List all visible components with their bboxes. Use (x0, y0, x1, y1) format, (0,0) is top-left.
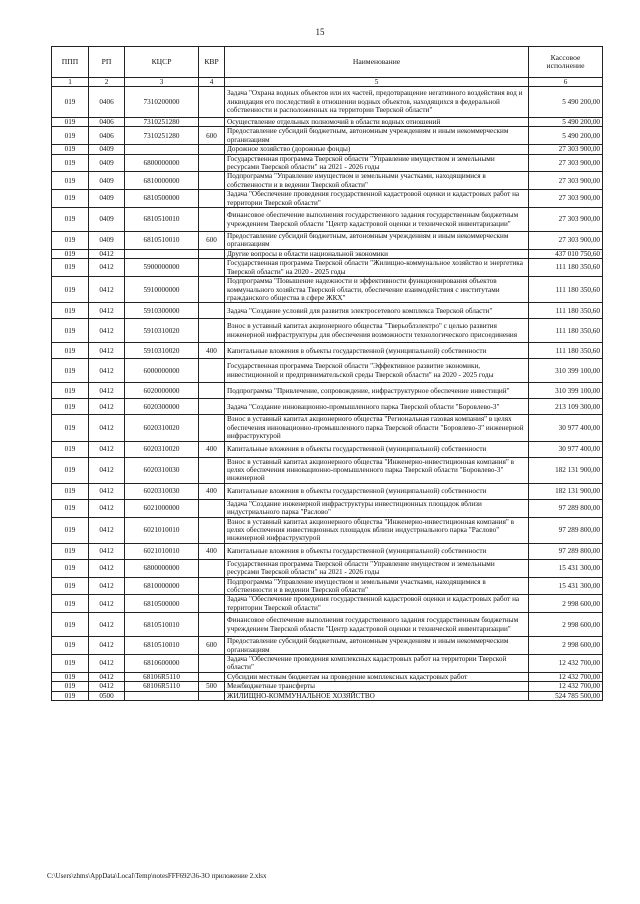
cell-rp: 0412 (89, 319, 125, 343)
cell-amount: 310 399 100,00 (529, 383, 603, 399)
cell-ppp: 019 (52, 441, 89, 457)
page-number: 15 (315, 27, 325, 37)
cell-rp: 0412 (89, 577, 125, 595)
column-number: 1 (52, 78, 89, 87)
cell-name: Финансовое обеспечение выполнения государственного задания государственным бюджетным учреждением Тверской области "Центр кадастровой оценки и технической инвентаризации" (225, 208, 529, 232)
cell-kcsr: 5910310020 (125, 319, 199, 343)
cell-ppp: 019 (52, 691, 89, 700)
cell-kvr (199, 457, 225, 483)
table-row (52, 343, 603, 359)
cell-kcsr: 6000000000 (125, 359, 199, 383)
cell-kcsr: 5910310020 (125, 343, 199, 359)
cell-kvr (199, 208, 225, 232)
cell-name: Дорожное хозяйство (дорожные фонды) (225, 145, 529, 154)
cell-ppp: 019 (52, 415, 89, 441)
cell-rp: 0412 (89, 457, 125, 483)
cell-amount: 30 977 400,00 (529, 441, 603, 457)
cell-amount: 27 303 900,00 (529, 172, 603, 190)
cell-name: ЖИЛИЩНО-КОММУНАЛЬНОЕ ХОЗЯЙСТВО (225, 691, 529, 700)
cell-ppp: 019 (52, 232, 89, 250)
cell-name: Государственная программа Тверской области "Эффективное развитие экономики, инвестиционной и предпринимательской среды Тверской области" на 2020 - 2025 годы (225, 359, 529, 383)
cell-kvr (199, 559, 225, 577)
cell-ppp: 019 (52, 577, 89, 595)
cell-ppp: 019 (52, 343, 89, 359)
cell-kvr (199, 87, 225, 118)
table-row (52, 595, 603, 613)
cell-ppp: 019 (52, 655, 89, 673)
cell-kvr (199, 145, 225, 154)
cell-amount: 15 431 300,00 (529, 577, 603, 595)
cell-kcsr: 6800000000 (125, 559, 199, 577)
cell-kcsr: 68106R5110 (125, 672, 199, 681)
cell-ppp: 019 (52, 543, 89, 559)
cell-ppp: 019 (52, 383, 89, 399)
cell-amount: 27 303 900,00 (529, 232, 603, 250)
cell-amount: 182 131 900,00 (529, 483, 603, 499)
cell-name: Государственная программа Тверской области "Управление имуществом и земельными ресурсами Тверской области" на 2021 - 2026 годы (225, 559, 529, 577)
cell-ppp: 019 (52, 483, 89, 499)
cell-rp: 0412 (89, 637, 125, 655)
cell-name: Задача "Создание условий для развития электросетевого комплекса Тверской области" (225, 303, 529, 319)
cell-ppp: 019 (52, 499, 89, 517)
cell-amount: 27 303 900,00 (529, 154, 603, 172)
table-row (52, 118, 603, 127)
cell-name: Государственная программа Тверской области "Управление имуществом и земельными ресурсами Тверской области" на 2021 - 2026 годы (225, 154, 529, 172)
table-row (52, 415, 603, 441)
cell-ppp: 019 (52, 154, 89, 172)
cell-amount: 2 998 600,00 (529, 595, 603, 613)
cell-kvr (199, 595, 225, 613)
cell-kvr (199, 359, 225, 383)
cell-rp: 0412 (89, 259, 125, 277)
cell-name: Подпрограмма "Управление имуществом и земельными участками, находящимися в собственности и в ведении Тверской области" (225, 577, 529, 595)
cell-ppp: 019 (52, 559, 89, 577)
cell-amount: 97 289 800,00 (529, 499, 603, 517)
table-row (52, 457, 603, 483)
table-row (52, 441, 603, 457)
cell-kvr: 600 (199, 637, 225, 655)
cell-name: Капитальные вложения в объекты государственной (муниципальной) собственности (225, 483, 529, 499)
table-row (52, 559, 603, 577)
table-row (52, 399, 603, 415)
table-row (52, 145, 603, 154)
cell-name: Взнос в уставный капитал акционерного общества "Тверьоблэлектро" с целью развития инженерной инфраструктуры для обеспечения возможности технологического присоединения (225, 319, 529, 343)
cell-rp: 0412 (89, 682, 125, 691)
cell-kcsr: 5910300000 (125, 303, 199, 319)
header-row (52, 47, 603, 78)
cell-kvr: 500 (199, 682, 225, 691)
cell-rp: 0406 (89, 118, 125, 127)
column-number: 5 (225, 78, 529, 87)
cell-kvr: 400 (199, 343, 225, 359)
cell-rp: 0409 (89, 190, 125, 208)
cell-rp: 0412 (89, 672, 125, 681)
cell-ppp: 019 (52, 208, 89, 232)
cell-kcsr: 6810000000 (125, 172, 199, 190)
cell-kvr (199, 691, 225, 700)
cell-kvr (199, 517, 225, 543)
cell-amount: 15 431 300,00 (529, 559, 603, 577)
cell-amount: 182 131 900,00 (529, 457, 603, 483)
cell-kvr (199, 172, 225, 190)
cell-kvr (199, 415, 225, 441)
cell-kvr: 400 (199, 543, 225, 559)
cell-name: Взнос в уставный капитал акционерного общества "Региональная газовая компания" в целях обеспечения инновационно-промышленного парка Тверской области "Боровлево-3" инженерной инфраструктурой (225, 415, 529, 441)
cell-amount: 97 289 800,00 (529, 543, 603, 559)
cell-ppp: 019 (52, 172, 89, 190)
column-number: 2 (89, 78, 125, 87)
column-number-row (52, 78, 603, 87)
cell-ppp: 019 (52, 190, 89, 208)
cell-rp: 0412 (89, 483, 125, 499)
cell-amount: 27 303 900,00 (529, 190, 603, 208)
cell-ppp: 019 (52, 672, 89, 681)
cell-rp: 0409 (89, 145, 125, 154)
cell-kvr (199, 259, 225, 277)
table-row (52, 682, 603, 691)
cell-amount: 2 998 600,00 (529, 637, 603, 655)
cell-kvr: 400 (199, 483, 225, 499)
cell-kvr (199, 249, 225, 258)
cell-name: Задача "Создание инженерной инфраструктуры инвестиционных площадок вблизи индустриального парка "Раслово" (225, 499, 529, 517)
cell-name: Предоставление субсидий бюджетным, автономным учреждениям и иным некоммерческим организациям (225, 637, 529, 655)
cell-kcsr: 6021010010 (125, 517, 199, 543)
cell-rp: 0500 (89, 691, 125, 700)
cell-name: Задача "Обеспечение проведения государственной кадастровой оценки и кадастровых работ на территории Тверской области" (225, 595, 529, 613)
cell-rp: 0412 (89, 655, 125, 673)
cell-rp: 0412 (89, 441, 125, 457)
cell-kcsr: 6021000000 (125, 499, 199, 517)
table-row (52, 691, 603, 700)
cell-amount: 30 977 400,00 (529, 415, 603, 441)
cell-ppp: 019 (52, 249, 89, 258)
cell-rp: 0412 (89, 359, 125, 383)
cell-kvr (199, 303, 225, 319)
cell-rp: 0412 (89, 399, 125, 415)
cell-name: Финансовое обеспечение выполнения государственного задания государственным бюджетным учреждением Тверской области "Центр кадастровой оценки и технической инвентаризации" (225, 613, 529, 637)
cell-rp: 0409 (89, 154, 125, 172)
table-row (52, 127, 603, 145)
cell-ppp: 019 (52, 359, 89, 383)
cell-name: Взнос в уставный капитал акционерного общества "Инженерно-инвестиционная компания" в целях обеспечения инновационно-промышленного парка Тверской области "Боровлево-3" инженерной (225, 457, 529, 483)
cell-kcsr: 6020310020 (125, 415, 199, 441)
column-number: 6 (529, 78, 603, 87)
cell-name: Предоставление субсидий бюджетным, автономным учреждениям и иным некоммерческим организациям (225, 127, 529, 145)
cell-ppp: 019 (52, 517, 89, 543)
cell-kcsr: 5900000000 (125, 259, 199, 277)
cell-kcsr: 6020000000 (125, 383, 199, 399)
table-row (52, 672, 603, 681)
table-row (52, 259, 603, 277)
table-row (52, 655, 603, 673)
cell-amount: 2 998 600,00 (529, 613, 603, 637)
cell-rp: 0409 (89, 172, 125, 190)
cell-kcsr: 6810000000 (125, 577, 199, 595)
cell-amount: 27 303 900,00 (529, 208, 603, 232)
cell-kcsr: 6800000000 (125, 154, 199, 172)
cell-name: Субсидии местным бюджетам на проведение комплексных кадастровых работ (225, 672, 529, 681)
cell-kcsr: 7310251280 (125, 118, 199, 127)
cell-ppp: 019 (52, 595, 89, 613)
table-row (52, 543, 603, 559)
cell-name: Подпрограмма "Привлечение, сопровождение, инфраструктурное обеспечение инвестиций" (225, 383, 529, 399)
header-amount: Кассовое исполнение (529, 47, 603, 78)
cell-amount: 12 432 700,00 (529, 682, 603, 691)
table-row (52, 613, 603, 637)
cell-name: Межбюджетные трансферты (225, 682, 529, 691)
cell-kvr (199, 383, 225, 399)
table-row (52, 303, 603, 319)
cell-name: Задача "Охрана водных объектов или их частей, предотвращение негативного воздействия вод и ликвидация его последствий в отношении водных объектов, находящихся в федеральной собственности и расположенных на территории Тверской области" (225, 87, 529, 118)
cell-amount: 213 109 300,00 (529, 399, 603, 415)
table-row (52, 277, 603, 303)
footer-file-path: C:\Users\zhms\AppData\Local\Temp\notesFFF692\36-ЗО приложение 2.xlsx (47, 872, 267, 880)
cell-kvr (199, 613, 225, 637)
header-kcsr: КЦСР (125, 47, 199, 78)
cell-ppp: 019 (52, 457, 89, 483)
table-row (52, 190, 603, 208)
cell-amount: 111 180 350,60 (529, 319, 603, 343)
cell-kvr (199, 655, 225, 673)
table-row (52, 87, 603, 118)
table-row (52, 154, 603, 172)
cell-kvr (199, 319, 225, 343)
cell-ppp: 019 (52, 303, 89, 319)
cell-ppp: 019 (52, 118, 89, 127)
cell-kcsr: 6020310020 (125, 441, 199, 457)
cell-ppp: 019 (52, 637, 89, 655)
cell-rp: 0412 (89, 343, 125, 359)
cell-ppp: 019 (52, 399, 89, 415)
cell-rp: 0409 (89, 208, 125, 232)
cell-kvr (199, 190, 225, 208)
cell-amount: 12 432 700,00 (529, 672, 603, 681)
cell-name: Осуществление отдельных полномочий в области водных отношений (225, 118, 529, 127)
cell-rp: 0412 (89, 499, 125, 517)
cell-ppp: 019 (52, 682, 89, 691)
cell-amount: 310 399 100,00 (529, 359, 603, 383)
table-row (52, 577, 603, 595)
cell-rp: 0406 (89, 87, 125, 118)
cell-kvr (199, 277, 225, 303)
header-name: Наименование (225, 47, 529, 78)
cell-rp: 0412 (89, 383, 125, 399)
cell-rp: 0412 (89, 303, 125, 319)
cell-kcsr: 6810510010 (125, 232, 199, 250)
cell-kcsr: 6810500000 (125, 190, 199, 208)
cell-name: Предоставление субсидий бюджетным, автономным учреждениям и иным некоммерческим организациям (225, 232, 529, 250)
cell-kcsr: 6810510010 (125, 637, 199, 655)
cell-amount: 5 490 200,00 (529, 118, 603, 127)
cell-amount: 111 180 350,60 (529, 259, 603, 277)
column-number: 3 (125, 78, 199, 87)
cell-ppp: 019 (52, 87, 89, 118)
cell-rp: 0406 (89, 127, 125, 145)
cell-kcsr (125, 691, 199, 700)
cell-kvr (199, 118, 225, 127)
cell-name: Задача "Обеспечение проведения комплексных кадастровых работ на территории Тверской области" (225, 655, 529, 673)
table-row (52, 232, 603, 250)
cell-rp: 0412 (89, 613, 125, 637)
cell-amount: 111 180 350,60 (529, 343, 603, 359)
column-number: 4 (199, 78, 225, 87)
cell-kcsr: 6810510010 (125, 208, 199, 232)
cell-name: Другие вопросы в области национальной экономики (225, 249, 529, 258)
table-row (52, 483, 603, 499)
cell-kcsr: 6020300000 (125, 399, 199, 415)
cell-kcsr (125, 145, 199, 154)
cell-rp: 0412 (89, 559, 125, 577)
cell-kvr: 600 (199, 127, 225, 145)
cell-amount: 524 785 500,00 (529, 691, 603, 700)
cell-ppp: 019 (52, 145, 89, 154)
table-row (52, 383, 603, 399)
cell-kvr (199, 577, 225, 595)
cell-name: Подпрограмма "Управление имуществом и земельными участками, находящимися в собственности и в ведении Тверской области" (225, 172, 529, 190)
budget-execution-table (51, 46, 603, 701)
cell-amount: 111 180 350,60 (529, 277, 603, 303)
cell-kvr (199, 499, 225, 517)
table-row (52, 172, 603, 190)
header-rp: РП (89, 47, 125, 78)
cell-amount: 5 490 200,00 (529, 127, 603, 145)
cell-kvr: 600 (199, 232, 225, 250)
table-body (52, 87, 603, 701)
cell-ppp: 019 (52, 277, 89, 303)
table-row (52, 499, 603, 517)
table-row (52, 359, 603, 383)
cell-kvr (199, 399, 225, 415)
cell-kcsr: 6810600000 (125, 655, 199, 673)
cell-amount: 111 180 350,60 (529, 303, 603, 319)
cell-kcsr (125, 249, 199, 258)
cell-name: Капитальные вложения в объекты государственной (муниципальной) собственности (225, 441, 529, 457)
cell-amount: 97 289 800,00 (529, 517, 603, 543)
header-kvr: КВР (199, 47, 225, 78)
cell-rp: 0412 (89, 543, 125, 559)
cell-rp: 0409 (89, 232, 125, 250)
table-row (52, 319, 603, 343)
table-row (52, 208, 603, 232)
cell-amount: 12 432 700,00 (529, 655, 603, 673)
cell-kcsr: 6810510010 (125, 613, 199, 637)
cell-kcsr: 68106R5110 (125, 682, 199, 691)
cell-rp: 0412 (89, 415, 125, 441)
table-row (52, 517, 603, 543)
cell-kcsr: 6020310030 (125, 457, 199, 483)
cell-ppp: 019 (52, 319, 89, 343)
cell-kvr (199, 154, 225, 172)
cell-name: Государственная программа Тверской области "Жилищно-коммунальное хозяйство и энергетика Тверской области" на 2020 - 2025 годы (225, 259, 529, 277)
table-row (52, 637, 603, 655)
cell-kcsr: 6021010010 (125, 543, 199, 559)
cell-amount: 5 490 200,00 (529, 87, 603, 118)
cell-name: Капитальные вложения в объекты государственной (муниципальной) собственности (225, 543, 529, 559)
cell-kvr (199, 672, 225, 681)
cell-name: Задача "Обеспечение проведения государственной кадастровой оценки и кадастровых работ на территории Тверской области" (225, 190, 529, 208)
cell-amount: 437 010 750,60 (529, 249, 603, 258)
cell-kcsr: 7310251280 (125, 127, 199, 145)
table-row (52, 249, 603, 258)
cell-rp: 0412 (89, 249, 125, 258)
cell-name: Подпрограмма "Повышение надежности и эффективности функционирования объектов коммунального хозяйства Тверской области, обеспечение взаимодействия с институтами гражданского общества в сфере ЖКХ" (225, 277, 529, 303)
cell-rp: 0412 (89, 517, 125, 543)
cell-rp: 0412 (89, 277, 125, 303)
cell-name: Задача "Создание инновационно-промышленного парка Тверской области "Боровлево-3" (225, 399, 529, 415)
cell-name: Капитальные вложения в объекты государственной (муниципальной) собственности (225, 343, 529, 359)
cell-ppp: 019 (52, 127, 89, 145)
header-ppp: ППП (52, 47, 89, 78)
cell-kcsr: 6810500000 (125, 595, 199, 613)
cell-ppp: 019 (52, 613, 89, 637)
cell-kcsr: 7310200000 (125, 87, 199, 118)
cell-rp: 0412 (89, 595, 125, 613)
cell-name: Взнос в уставный капитал акционерного общества "Инженерно-инвестиционная компания" в целях обеспечения инвестиционных площадок вблизи индустриального парка "Раслово" инженерной инфраструктурой (225, 517, 529, 543)
cell-kcsr: 5910000000 (125, 277, 199, 303)
cell-amount: 27 303 900,00 (529, 145, 603, 154)
cell-ppp: 019 (52, 259, 89, 277)
cell-kcsr: 6020310030 (125, 483, 199, 499)
cell-kvr: 400 (199, 441, 225, 457)
